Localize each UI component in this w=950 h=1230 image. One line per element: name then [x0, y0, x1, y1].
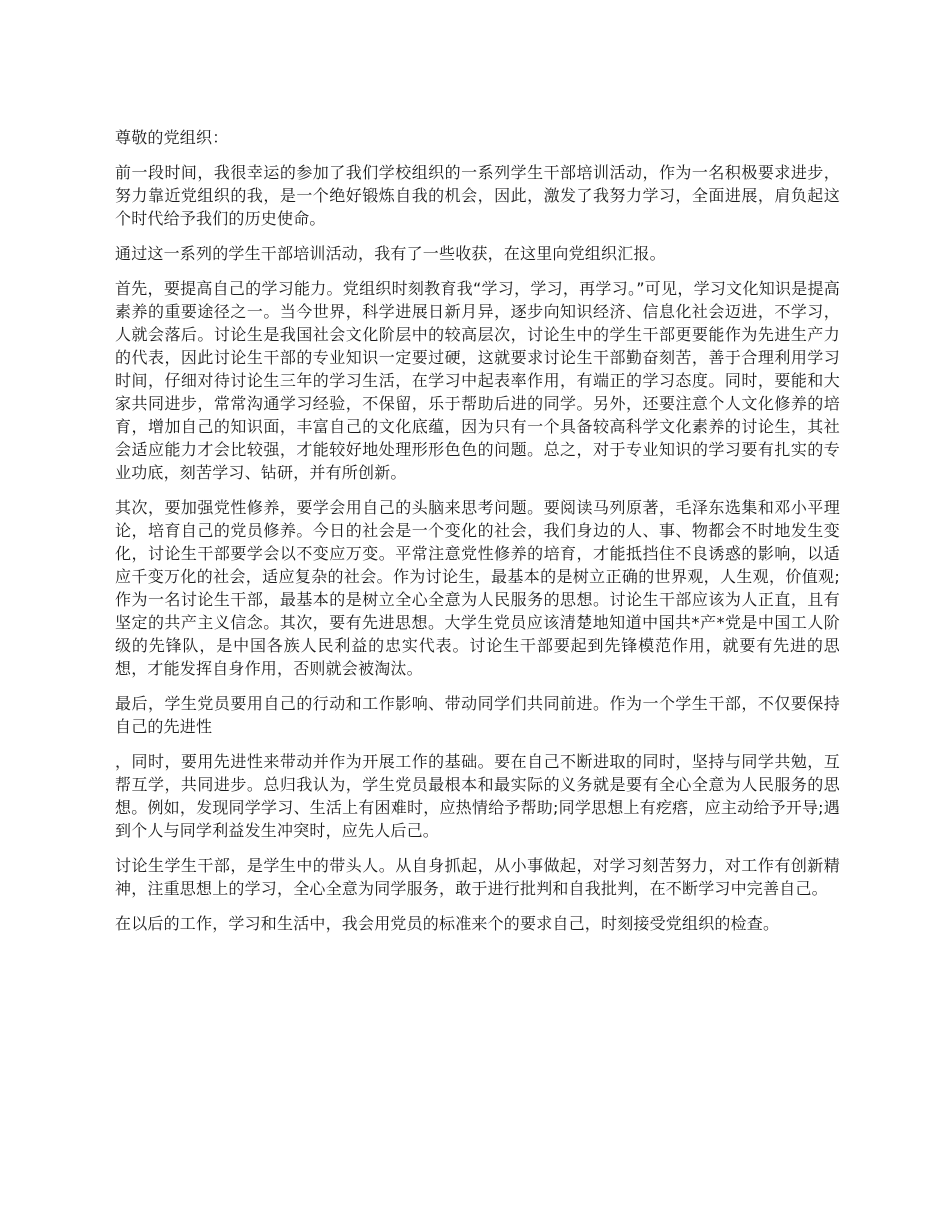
paragraph-lead: ，同时，要用先进性来带动并作为开展工作的基础。要在自己不断进取的同时，坚持与同学共勉，互帮互学，共同进步。总归我认为，学生党员最根本和最实际的义务就是要有全心全意为人民服务的思想。例如，发现同学学习、生活上有困难时，应热情给予帮助;同学思想上有疙瘩，应主动给予开导;遇到个人与同学利益发生冲突时，应先人后己。: [115, 752, 840, 840]
paragraph-study: 首先，要提高自己的学习能力。党组织时刻教育我“学习，学习，再学习。”可见，学习文化知识是提高素养的重要途径之一。当今世界，科学进展日新月异，逐步向知识经济、信息化社会迈进，不学习，人就会落后。讨论生是我国社会文化阶层中的较高层次，讨论生中的学生干部更要能作为先进生产力的代表，因此讨论生干部的专业知识一定要过硬，这就要求讨论生干部勤奋刻苦，善于合理利用学习时间，仔细对待讨论生三年的学习生活，在学习中起表率作用，有端正的学习态度。同时，要能和大家共同进步，常常沟通学习经验，不保留，乐于帮助后进的同学。另外，还要注意个人文化修养的培育，增加自己的知识面，丰富自己的文化底蕴，因为只有一个具备较高科学文化素养的讨论生，其社会适应能力才会比较强，才能较好地处理形形色色的问题。总之，对于专业知识的学习要有扎实的专业功底，刻苦学习、钻研，并有所创新。: [115, 279, 840, 482]
document-body: [115, 126, 840, 947]
paragraph-action: 最后，学生党员要用自己的行动和工作影响、带动同学们共同前进。作为一个学生干部，不仅要保持自己的先进性: [115, 694, 840, 736]
salutation: 尊敬的党组织：: [115, 128, 229, 147]
paragraph-intro: 前一段时间，我很幸运的参加了我们学校组织的一系列学生干部培训活动，作为一名积极要求进步，努力靠近党组织的我，是一个绝好锻炼自我的机会，因此，激发了我努力学习，全面进展，肩负起这个时代给予我们的历史使命。: [115, 163, 840, 228]
paragraph-party-spirit: 其次，要加强党性修养，要学会用自己的头脑来思考问题。要阅读马列原著，毛泽东选集和邓小平理论，培育自己的党员修养。今日的社会是一个变化的社会，我们身边的人、事、物都会不时地发生变化，讨论生干部要学会以不变应万变。平常注意党性修养的培育，才能抵挡住不良诱惑的影响，以适应千变万化的社会，适应复杂的社会。作为讨论生，最基本的是树立正确的世界观，人生观，价值观;作为一名讨论生干部，最基本的是树立全心全意为人民服务的思想。讨论生干部应该为人正直，且有坚定的共产主义信念。其次，要有先进思想。大学生党员应该清楚地知道中国共*产*党是中国工人阶级的先锋队，是中国各族人民利益的忠实代表。讨论生干部要起到先锋模范作用，就要有先进的思想，才能发挥自身作用，否则就会被淘汰。: [115, 498, 840, 678]
paragraph-cadre: 讨论生学生干部，是学生中的带头人。从自身抓起，从小事做起，对学习刻苦努力，对工作有创新精神，注重思想上的学习，全心全意为同学服务，敢于进行批判和自我批判，在不断学习中完善自己。: [115, 856, 840, 898]
paragraph-summary: 通过这一系列的学生干部培训活动，我有了一些收获，在这里向党组织汇报。: [115, 244, 666, 263]
paragraph-closing: 在以后的工作，学习和生活中，我会用党员的标准来个的要求自己，时刻接受党组织的检查。: [115, 914, 780, 933]
